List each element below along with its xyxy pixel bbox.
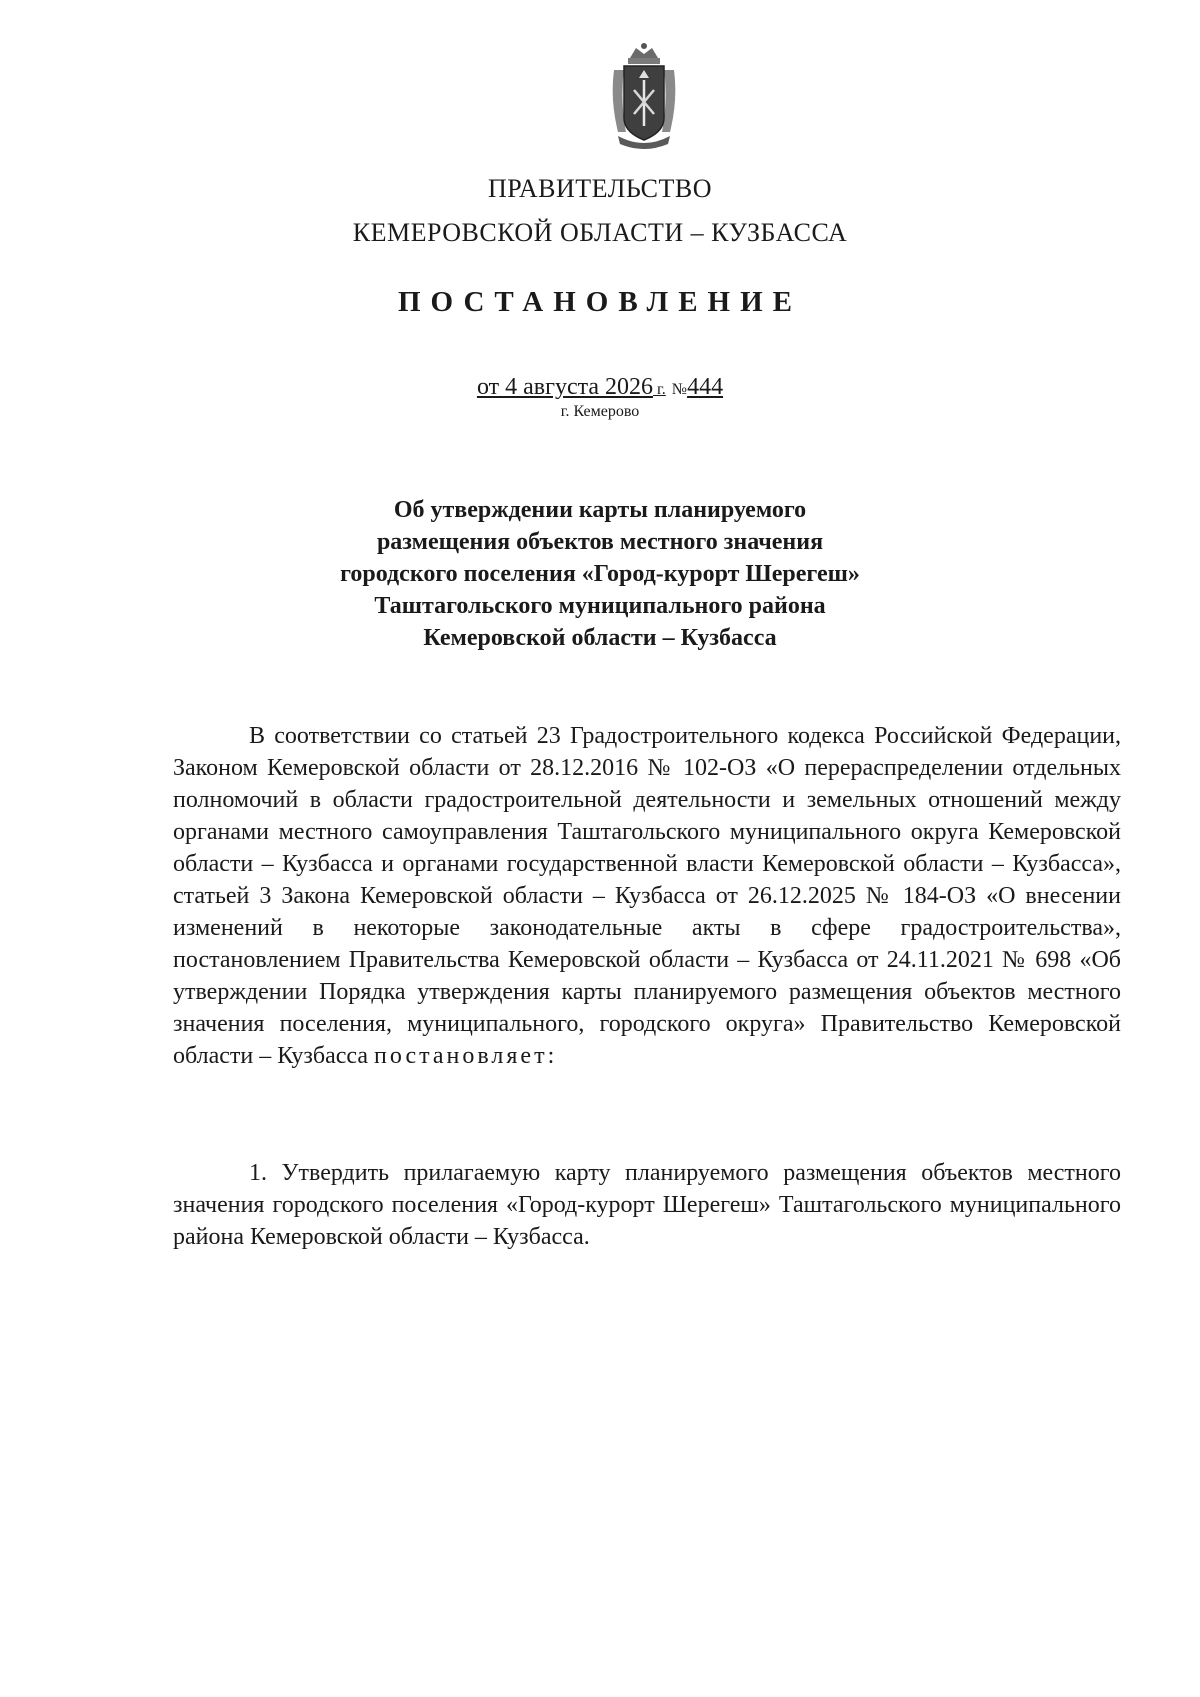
city-line: г. Кемерово	[560, 403, 640, 420]
coat-of-arms-emblem	[608, 40, 680, 150]
title-line: Таштагольского муниципального района	[374, 593, 826, 619]
number-sign: №	[671, 381, 688, 398]
body-paragraph-2	[173, 1157, 1121, 1253]
paragraph-2-text: 1. Утвердить прилагаемую карту планируемого размещения объектов местного значения городского поселения «Город-курорт Шерегеш» Таштагольского муниципального района Кемеровской области – Кузбасса.	[173, 1160, 1121, 1250]
title-line: городского поселения «Город-курорт Шерегеш»	[340, 561, 860, 587]
paragraph-1-text: В соответствии со статьей 23 Градостроительного кодекса Российской Федерации, Законом Кемеровской области от 28.12.2016 № 102-ОЗ «О перераспределении отдельных полномочий в области градостроительной деятельности и земельных отношений между органами местного самоуправления Таштагольского муниципального округа Кемеровской области – Кузбасса и органами государственной власти Кемеровской области – Кузбасса», статьей 3 Закона Кемеровской области – Кузбасса от 26.12.2025 № 184-ОЗ «О внесении изменений в некоторые законодательные акты в сфере градостроительства», постановлением Правительства Кемеровской области – Кузбасса от 24.11.2021 № 698 «Об утверждении Порядка утверждения карты планируемого размещения объектов местного значения поселения, муниципального, городского округа» Правительство Кемеровской области – Кузбасса	[173, 723, 1121, 1069]
title-line: Об утверждении карты планируемого	[393, 497, 807, 523]
document-type-heading: ПОСТАНОВЛЕНИЕ	[397, 286, 802, 318]
body-paragraph-1	[173, 720, 1121, 1072]
resolution-verb: постановляет:	[374, 1043, 558, 1069]
year-suffix: г.	[657, 381, 666, 398]
decree-title	[0, 494, 1200, 654]
title-line: Кемеровской области – Кузбасса	[423, 625, 777, 651]
date-number-line	[0, 372, 1200, 405]
title-line: размещения объектов местного значения	[376, 529, 824, 555]
government-name-line-2: КЕМЕРОВСКОЙ ОБЛАСТИ – КУЗБАССА	[352, 218, 848, 247]
government-name-line-1: ПРАВИТЕЛЬСТВО	[488, 174, 712, 203]
decree-number: 444	[687, 374, 724, 400]
decree-date: от 4 августа 2026	[476, 374, 654, 400]
